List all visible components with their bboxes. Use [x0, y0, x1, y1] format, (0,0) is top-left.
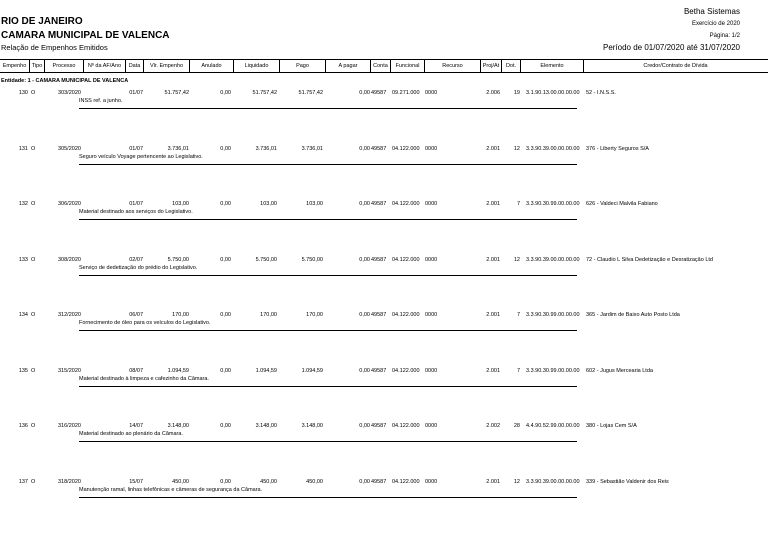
cell-anulado: 0,00 [220, 257, 231, 263]
cell-dotacao: 12 [513, 479, 520, 485]
col-liquidado: Liquidado [234, 60, 280, 72]
cell-a-pagar: 0,00 [359, 479, 370, 485]
cell-tipo: O [31, 312, 36, 318]
cell-anulado: 0,00 [220, 146, 231, 152]
cell-proj-at: 2.001 [486, 257, 500, 263]
cell-dotacao: 7 [516, 368, 520, 374]
cell-pago: 1.094,59 [301, 368, 323, 374]
cell-valor-empenho: 3.736,01 [167, 146, 189, 152]
cell-data: 02/07 [129, 257, 143, 263]
cell-elemento: 4.4.90.52.99.00.00.00 [526, 423, 580, 429]
cell-pago: 3.736,01 [301, 146, 323, 152]
row-underline [79, 386, 577, 387]
cell-credor: 72 - Claudio L Silva Dedetização e Desratização Ltd [586, 257, 713, 263]
cell-liquidado: 103,00 [260, 201, 277, 207]
cell-elemento: 3.3.90.39.00.00.00.00 [526, 479, 580, 485]
cell-processo: 312/2020 [58, 312, 81, 318]
cell-empenho-number: 137 [18, 479, 28, 485]
table-row [0, 423, 768, 453]
cell-empenho-number: 134 [18, 312, 28, 318]
cell-conta: 49587 [371, 257, 387, 263]
col-anulado: Anulado [190, 60, 234, 72]
cell-a-pagar: 0,00 [359, 423, 370, 429]
cell-conta: 49587 [371, 146, 387, 152]
exercise-year: Exercício de 2020 [691, 21, 740, 27]
col-pago: Pago [280, 60, 326, 72]
cell-empenho-number: 136 [18, 423, 28, 429]
cell-credor: 376 - Liberty Seguros S/A [586, 146, 649, 152]
row-underline [79, 219, 577, 220]
cell-tipo: O [31, 201, 36, 207]
cell-anulado: 0,00 [220, 423, 231, 429]
report-period: Período de 01/07/2020 até 31/07/2020 [602, 43, 740, 52]
cell-empenho-number: 135 [18, 368, 28, 374]
cell-dotacao: 12 [513, 257, 520, 263]
cell-dotacao: 19 [513, 90, 520, 96]
cell-recurso: 0000 [425, 368, 438, 374]
table-row [0, 368, 768, 398]
cell-proj-at: 2.001 [486, 479, 500, 485]
cell-funcional: 09.271.000 [392, 90, 420, 96]
cell-recurso: 0000 [425, 423, 438, 429]
cell-tipo: O [31, 90, 36, 96]
cell-elemento: 3.3.90.30.99.00.00.00 [526, 312, 580, 318]
cell-pago: 450,00 [306, 479, 323, 485]
cell-proj-at: 2.006 [486, 90, 500, 96]
col-apagar: A pagar [326, 60, 371, 72]
cell-funcional: 04.122.000 [392, 368, 420, 374]
table-row [0, 146, 768, 176]
table-row [0, 479, 768, 509]
table-header [0, 59, 768, 73]
cell-anulado: 0,00 [220, 479, 231, 485]
cell-liquidado: 3.148,00 [255, 423, 277, 429]
cell-liquidado: 51.757,42 [252, 90, 277, 96]
cell-processo: 306/2020 [58, 201, 81, 207]
cell-valor-empenho: 3.148,00 [167, 423, 189, 429]
cell-tipo: O [31, 368, 36, 374]
cell-processo: 305/2020 [58, 146, 81, 152]
row-underline [79, 275, 577, 276]
row-underline [79, 164, 577, 165]
cell-pago: 103,00 [306, 201, 323, 207]
cell-pago: 5.750,00 [301, 257, 323, 263]
row-underline [79, 330, 577, 331]
cell-funcional: 04.122.000 [392, 423, 420, 429]
col-tipo: Tipo [30, 60, 45, 72]
cell-data: 01/07 [129, 146, 143, 152]
col-valor: Vlr. Empenho [144, 60, 190, 72]
cell-credor: 52 - I.N.S.S. [586, 90, 616, 96]
table-row [0, 90, 768, 120]
page-number: Página: 1/2 [709, 33, 740, 39]
cell-valor-empenho: 5.750,00 [167, 257, 189, 263]
cell-credor: 339 - Sebastião Valdenir dos Reis [586, 479, 669, 485]
table-row [0, 312, 768, 342]
cell-valor-empenho: 450,00 [172, 479, 189, 485]
row-description: Material destinado aos serviços do Legislativo. [79, 209, 193, 215]
row-description: Seguro veículo Voyage pertencente ao Legislativo. [79, 154, 203, 160]
cell-elemento: 3.3.90.39.00.00.00.00 [526, 146, 580, 152]
row-description: Fornecimento de óleo para os veículos do Legislativo. [79, 320, 211, 326]
cell-tipo: O [31, 479, 36, 485]
cell-a-pagar: 0,00 [359, 312, 370, 318]
cell-credor: 602 - Jugus Mercearia Ltda [586, 368, 653, 374]
cell-anulado: 0,00 [220, 90, 231, 96]
cell-recurso: 0000 [425, 312, 438, 318]
cell-liquidado: 170,00 [260, 312, 277, 318]
cell-a-pagar: 0,00 [359, 368, 370, 374]
table-row [0, 257, 768, 287]
cell-recurso: 0000 [425, 479, 438, 485]
state-title: RIO DE JANEIRO [1, 16, 83, 27]
col-conta: Conta [371, 60, 391, 72]
col-dot: Dot. [502, 60, 521, 72]
cell-dotacao: 7 [516, 312, 520, 318]
cell-elemento: 3.3.90.39.00.00.00.00 [526, 257, 580, 263]
cell-anulado: 0,00 [220, 368, 231, 374]
cell-proj-at: 2.002 [486, 423, 500, 429]
cell-anulado: 0,00 [220, 312, 231, 318]
cell-conta: 49587 [371, 90, 387, 96]
row-description: INSS ref. a junho. [79, 98, 123, 104]
cell-funcional: 04.122.000 [392, 257, 420, 263]
col-data: Data [126, 60, 144, 72]
row-description: Serviço de dedetização do prédio do Legislativo. [79, 265, 198, 271]
cell-tipo: O [31, 146, 36, 152]
cell-liquidado: 3.736,01 [255, 146, 277, 152]
row-underline [79, 108, 577, 109]
cell-data: 01/07 [129, 90, 143, 96]
cell-tipo: O [31, 423, 36, 429]
cell-dotacao: 7 [516, 201, 520, 207]
cell-empenho-number: 132 [18, 201, 28, 207]
cell-elemento: 3.1.90.13.00.00.00.00 [526, 90, 580, 96]
cell-data: 01/07 [129, 201, 143, 207]
cell-processo: 318/2020 [58, 479, 81, 485]
cell-dotacao: 12 [513, 146, 520, 152]
row-underline [79, 441, 577, 442]
cell-pago: 51.757,42 [298, 90, 323, 96]
cell-processo: 316/2020 [58, 423, 81, 429]
cell-empenho-number: 130 [18, 90, 28, 96]
cell-funcional: 04.122.000 [392, 479, 420, 485]
cell-recurso: 0000 [425, 257, 438, 263]
cell-a-pagar: 0,00 [359, 201, 370, 207]
cell-a-pagar: 0,00 [359, 257, 370, 263]
col-credor: Credor/Contrato de Dívida [643, 63, 708, 69]
cell-liquidado: 5.750,00 [255, 257, 277, 263]
cell-pago: 170,00 [306, 312, 323, 318]
cell-liquidado: 1.094,59 [255, 368, 277, 374]
cell-valor-empenho: 1.094,59 [167, 368, 189, 374]
cell-conta: 49587 [371, 479, 387, 485]
cell-funcional: 04.122.000 [392, 312, 420, 318]
cell-recurso: 0000 [425, 90, 438, 96]
cell-processo: 315/2020 [58, 368, 81, 374]
cell-valor-empenho: 51.757,42 [164, 90, 189, 96]
row-underline [79, 497, 577, 498]
cell-funcional: 04.122.000 [392, 146, 420, 152]
system-name: Betha Sistemas [683, 7, 740, 16]
cell-credor: 365 - Jardim de Baixo Auto Posto Ltda [586, 312, 680, 318]
cell-recurso: 0000 [425, 146, 438, 152]
cell-elemento: 3.3.90.30.99.00.00.00 [526, 201, 580, 207]
cell-elemento: 3.3.90.30.99.00.00.00 [526, 368, 580, 374]
cell-a-pagar: 0,00 [359, 90, 370, 96]
cell-valor-empenho: 170,00 [172, 312, 189, 318]
cell-credor: 380 - Lojas Cem S/A [586, 423, 637, 429]
cell-proj-at: 2.001 [486, 201, 500, 207]
cell-anulado: 0,00 [220, 201, 231, 207]
cell-data: 08/07 [129, 368, 143, 374]
col-af-ano: Nº da AF/Ano [84, 60, 126, 72]
cell-recurso: 0000 [425, 201, 438, 207]
cell-conta: 49587 [371, 312, 387, 318]
cell-funcional: 04.122.000 [392, 201, 420, 207]
organization-title: CAMARA MUNICIPAL DE VALENCA [1, 30, 170, 41]
cell-credor: 626 - Valdeci Malvila Fabiano [586, 201, 658, 207]
row-description: Material destinado à limpeza e cafezinho da Câmara. [79, 376, 209, 382]
cell-processo: 308/2020 [58, 257, 81, 263]
col-empenho: Empenho [0, 60, 30, 72]
cell-tipo: O [31, 257, 36, 263]
col-elemento: Elemento [521, 60, 584, 72]
cell-data: 14/07 [129, 423, 143, 429]
cell-valor-empenho: 103,00 [172, 201, 189, 207]
cell-dotacao: 28 [513, 423, 520, 429]
cell-liquidado: 450,00 [260, 479, 277, 485]
cell-pago: 3.148,00 [301, 423, 323, 429]
cell-empenho-number: 133 [18, 257, 28, 263]
cell-proj-at: 2.001 [486, 146, 500, 152]
cell-data: 06/07 [129, 312, 143, 318]
cell-conta: 49587 [371, 368, 387, 374]
cell-proj-at: 2.001 [486, 312, 500, 318]
row-description: Manutenção ramal, linhas telefônicas e câmeras de segurança da Câmara. [79, 487, 263, 493]
cell-conta: 49587 [371, 201, 387, 207]
col-projat: Proj/At [481, 60, 502, 72]
cell-data: 15/07 [129, 479, 143, 485]
row-description: Material destinado ao plenário da Câmara. [79, 431, 183, 437]
cell-conta: 49587 [371, 423, 387, 429]
col-processo: Processo [45, 60, 84, 72]
col-recurso: Recurso [425, 60, 481, 72]
cell-empenho-number: 131 [18, 146, 28, 152]
cell-a-pagar: 0,00 [359, 146, 370, 152]
cell-processo: 303/2020 [58, 90, 81, 96]
entity-label: Entidade: 1 - CAMARA MUNICIPAL DE VALENCA [1, 78, 129, 84]
col-funcional: Funcional [391, 60, 425, 72]
table-row [0, 201, 768, 231]
cell-proj-at: 2.001 [486, 368, 500, 374]
report-title: Relação de Empenhos Emitidos [1, 43, 108, 52]
